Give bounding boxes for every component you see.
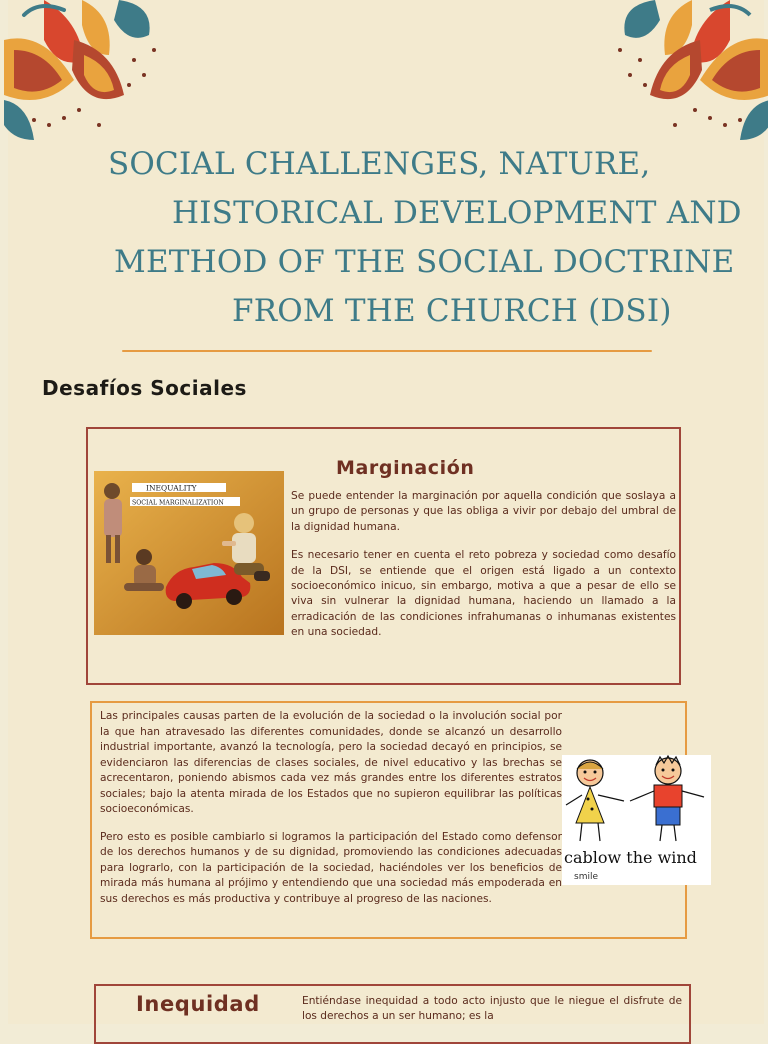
page [8,0,764,1024]
title-line-4: FROM THE CHURCH (DSI) [232,293,672,329]
causas-text [100,709,562,919]
children-drawing-illustration [562,755,711,885]
marginacion-paragraph-2: Es necesario tener en cuenta el reto pobreza y sociedad como desafío de la DSI, se entiende que el origen está ligado a un contexto socioeconómico inicuo, sin embargo, motiva a que a pesar de ello se viva sin vulnerar la dignidad humana, haciendo un llamado a la erradicación de las condiciones infrahumanas o inhumanas existentes en una sociedad. [291,549,676,639]
image-label-inequality: INEQUALITY [146,483,197,493]
marginacion-text [291,489,676,654]
floral-ornament-right-icon [600,0,768,145]
inequality-illustration [94,471,284,635]
inequidad-card [94,984,691,1044]
inequidad-text: Entiéndase inequidad a todo acto injusto que le niegue el disfrute de los derechos a un ser humano; es la [302,995,682,1023]
title-line-3: METHOD OF THE SOCIAL DOCTRINE [114,244,735,280]
svg-text:cablow the wind [564,848,697,867]
image-label-marginalization: SOCIAL MARGINALIZATION [132,499,224,507]
drawing-caption-small: smile [574,872,598,882]
marginacion-paragraph-1: Se puede entender la marginación por aquella condición que soslaya a un grupo de personas y que las obliga a vivir por debajo del umbral de la dignidad humana. [291,490,676,533]
causas-paragraph-2: Pero esto es posible cambiarlo si logramos la participación del Estado como defensor de los derechos humanos y de su dignidad, promoviendo las condiciones adecuadas para lograrlo, con la participación de la sociedad, haciéndoles ver los beneficios de mirada más humana al prójimo y entendiendo que una sociedad más empoderada en sus derechos es más productiva y contribuye al progreso de las naciones. [100,830,562,905]
causas-card [90,701,697,939]
drawing-caption-prefix: ca [564,848,583,867]
title-divider [122,350,652,352]
drawing-caption: blow the wind [582,848,697,867]
title-line-1: SOCIAL CHALLENGES, NATURE, [108,146,651,182]
inequidad-heading: Inequidad [136,992,260,1016]
marginacion-card [86,427,681,685]
page-title [8,140,764,336]
floral-ornament-left-icon [4,0,174,145]
title-line-2: HISTORICAL DEVELOPMENT AND [172,195,742,231]
section-heading: Desafíos Sociales [42,376,247,400]
marginacion-heading: Marginación [336,457,475,479]
causas-paragraph-1: Las principales causas parten de la evolución de la sociedad o la involución social por la que han atravesado las diferentes comunidades, donde se alcanzó un desarrollo industrial importante, avanzó la tecnología, pero la sociedad decayó en principios, se evidenciaron las diferencias de clases sociales, de nivel educativo y las brechas se acrecentaron, poniendo abismos cada vez más grandes entre los diferentes estratos sociales; bajo la atenta mirada de los Estados que no supieron equilibrar las políticas socioeconómicas. [100,710,562,815]
